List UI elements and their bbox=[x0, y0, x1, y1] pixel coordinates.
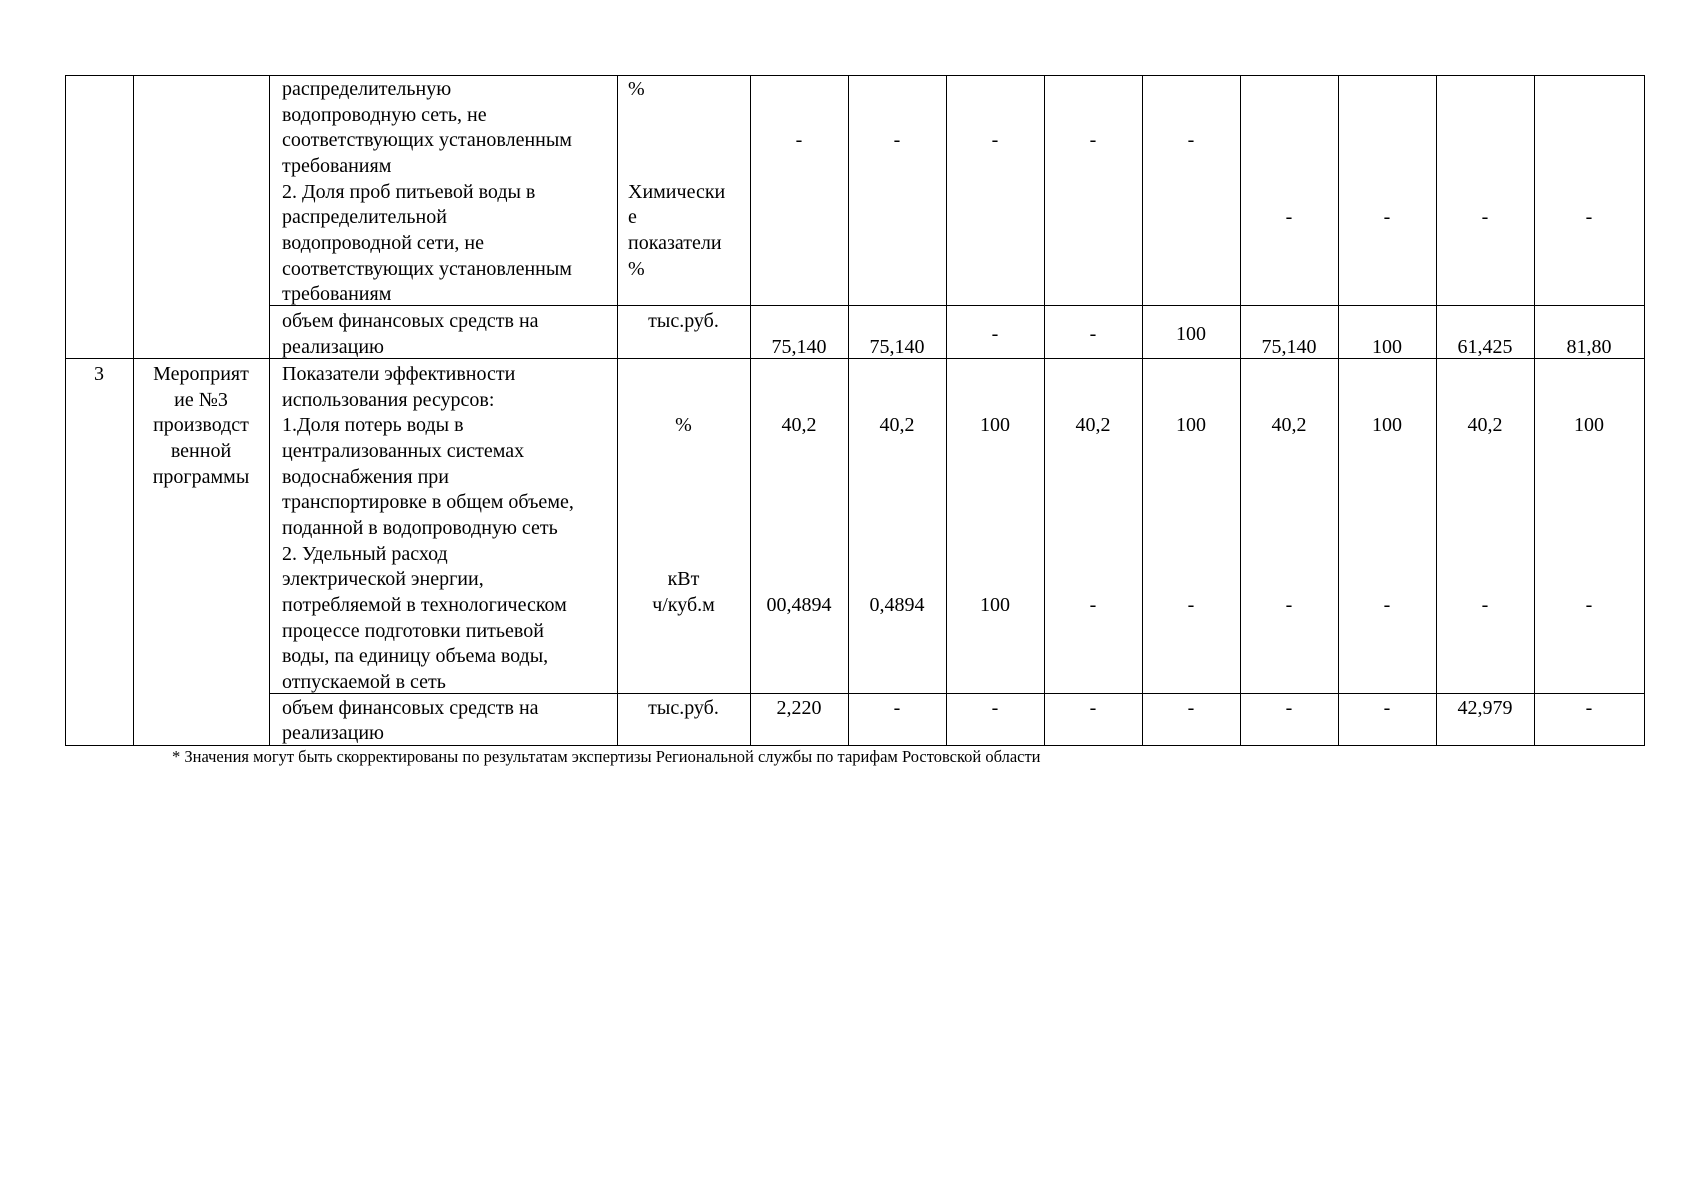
column-divider bbox=[1436, 75, 1437, 746]
value-cell: 2,220 bbox=[776, 697, 822, 719]
value-cell: - bbox=[1585, 697, 1593, 719]
value-cell: 00,4894 bbox=[766, 594, 832, 616]
column-divider bbox=[1534, 75, 1535, 746]
value-cell: - bbox=[1089, 697, 1097, 719]
value-cell: - bbox=[893, 697, 901, 719]
indicator-name-line: соответствующих установленным bbox=[282, 129, 572, 151]
indicator-name-line: водоснабжения при bbox=[282, 466, 449, 488]
value-cell: 100 bbox=[980, 594, 1010, 616]
indicator-name-line: 2. Доля проб питьевой воды в bbox=[282, 181, 536, 203]
column-divider bbox=[946, 75, 947, 746]
value-cell: - bbox=[1585, 594, 1593, 616]
unit-cell: кВт bbox=[667, 568, 700, 590]
unit-cell: % bbox=[675, 414, 692, 436]
table-border-left bbox=[65, 75, 66, 746]
unit-cell: Химически bbox=[628, 181, 726, 203]
value-cell: - bbox=[1383, 697, 1391, 719]
value-cell: 100 bbox=[1372, 414, 1402, 436]
value-cell: 100 bbox=[1372, 336, 1402, 358]
value-cell: 61,425 bbox=[1457, 336, 1513, 358]
column-divider bbox=[1044, 75, 1045, 746]
value-cell: - bbox=[1187, 594, 1195, 616]
indicator-name-line: транспортировке в общем объеме, bbox=[282, 491, 574, 513]
value-cell: 100 bbox=[1176, 323, 1206, 345]
indicator-name-line: процессе подготовки питьевой bbox=[282, 620, 544, 642]
column-divider bbox=[1338, 75, 1339, 746]
table-border-right bbox=[1644, 75, 1645, 746]
value-cell: 100 bbox=[1574, 414, 1604, 436]
financing-label-line: объем финансовых средств на bbox=[282, 310, 539, 332]
event-title-line: венной bbox=[170, 440, 232, 462]
value-cell: 40,2 bbox=[1271, 414, 1307, 436]
value-cell: - bbox=[1585, 206, 1593, 228]
indicator-name-line: Показатели эффективности bbox=[282, 363, 516, 385]
value-cell: - bbox=[991, 129, 999, 151]
financing-label-line: реализацию bbox=[282, 336, 384, 358]
unit-cell: тыс.руб. bbox=[648, 697, 719, 719]
indicator-name-line: требованиям bbox=[282, 155, 392, 177]
value-cell: - bbox=[893, 129, 901, 151]
row-divider bbox=[269, 305, 1645, 306]
value-cell: - bbox=[1187, 129, 1195, 151]
value-cell: - bbox=[1285, 697, 1293, 719]
table-border-top bbox=[65, 75, 1645, 76]
value-cell: 40,2 bbox=[879, 414, 915, 436]
column-divider bbox=[269, 75, 270, 746]
indicator-name-line: поданной в водопроводную сеть bbox=[282, 517, 558, 539]
value-cell: 100 bbox=[980, 414, 1010, 436]
footnote: * Значения могут быть скорректированы по результатам экспертизы Региональной службы по тарифам Ростовской области bbox=[172, 747, 1041, 766]
unit-cell: е bbox=[628, 206, 637, 228]
row-number: 3 bbox=[94, 363, 104, 385]
column-divider bbox=[750, 75, 751, 746]
unit-cell: тыс.руб. bbox=[648, 310, 719, 332]
value-cell: - bbox=[1089, 323, 1097, 345]
value-cell: - bbox=[1187, 697, 1195, 719]
unit-cell: % bbox=[628, 78, 645, 100]
indicator-name-line: водопроводную сеть, не bbox=[282, 104, 487, 126]
event-title-line: производст bbox=[153, 414, 249, 436]
value-cell: - bbox=[1383, 594, 1391, 616]
event-title-line: программы bbox=[152, 466, 250, 488]
value-cell: - bbox=[795, 129, 803, 151]
indicator-name-line: распределительной bbox=[282, 206, 447, 228]
value-cell: - bbox=[1481, 594, 1489, 616]
value-cell: 75,140 bbox=[771, 336, 827, 358]
value-cell: 75,140 bbox=[1261, 336, 1317, 358]
event-title-line: ие №3 bbox=[174, 389, 228, 411]
value-cell: 42,979 bbox=[1457, 697, 1513, 719]
value-cell: 0,4894 bbox=[869, 594, 925, 616]
value-cell: 40,2 bbox=[1075, 414, 1111, 436]
indicator-name-line: централизованных системах bbox=[282, 440, 525, 462]
value-cell: 81,80 bbox=[1566, 336, 1612, 358]
indicator-name-line: соответствующих установленным bbox=[282, 258, 572, 280]
column-divider bbox=[848, 75, 849, 746]
indicator-name-line: 2. Удельный расход bbox=[282, 543, 448, 565]
value-cell: - bbox=[1285, 206, 1293, 228]
indicator-name-line: требованиям bbox=[282, 283, 392, 305]
event-title-line: Мероприят bbox=[153, 363, 249, 385]
column-divider bbox=[617, 75, 618, 746]
value-cell: 75,140 bbox=[869, 336, 925, 358]
financing-label-line: объем финансовых средств на bbox=[282, 697, 539, 719]
column-divider bbox=[1240, 75, 1241, 746]
value-cell: 100 bbox=[1176, 414, 1206, 436]
indicator-name-line: воды, па единицу объема воды, bbox=[282, 645, 549, 667]
value-cell: - bbox=[1089, 594, 1097, 616]
unit-cell: ч/куб.м bbox=[652, 594, 715, 616]
value-cell: - bbox=[1089, 129, 1097, 151]
unit-cell: % bbox=[628, 258, 645, 280]
indicator-name-line: электрической энергии, bbox=[282, 568, 484, 590]
row-divider bbox=[269, 693, 1645, 694]
value-cell: 40,2 bbox=[781, 414, 817, 436]
financing-label-line: реализацию bbox=[282, 722, 384, 744]
indicator-name-line: 1.Доля потерь воды в bbox=[282, 414, 464, 436]
indicator-name-line: использования ресурсов: bbox=[282, 389, 495, 411]
column-divider bbox=[1142, 75, 1143, 746]
indicator-name-line: распределительную bbox=[282, 78, 452, 100]
indicator-name-line: потребляемой в технологическом bbox=[282, 594, 567, 616]
unit-cell: показатели bbox=[628, 232, 722, 254]
indicator-name-line: водопроводной сети, не bbox=[282, 232, 484, 254]
value-cell: - bbox=[1383, 206, 1391, 228]
indicator-name-line: отпускаемой в сеть bbox=[282, 671, 446, 693]
value-cell: - bbox=[1285, 594, 1293, 616]
value-cell: - bbox=[991, 323, 999, 345]
value-cell: 40,2 bbox=[1467, 414, 1503, 436]
value-cell: - bbox=[991, 697, 999, 719]
value-cell: - bbox=[1481, 206, 1489, 228]
